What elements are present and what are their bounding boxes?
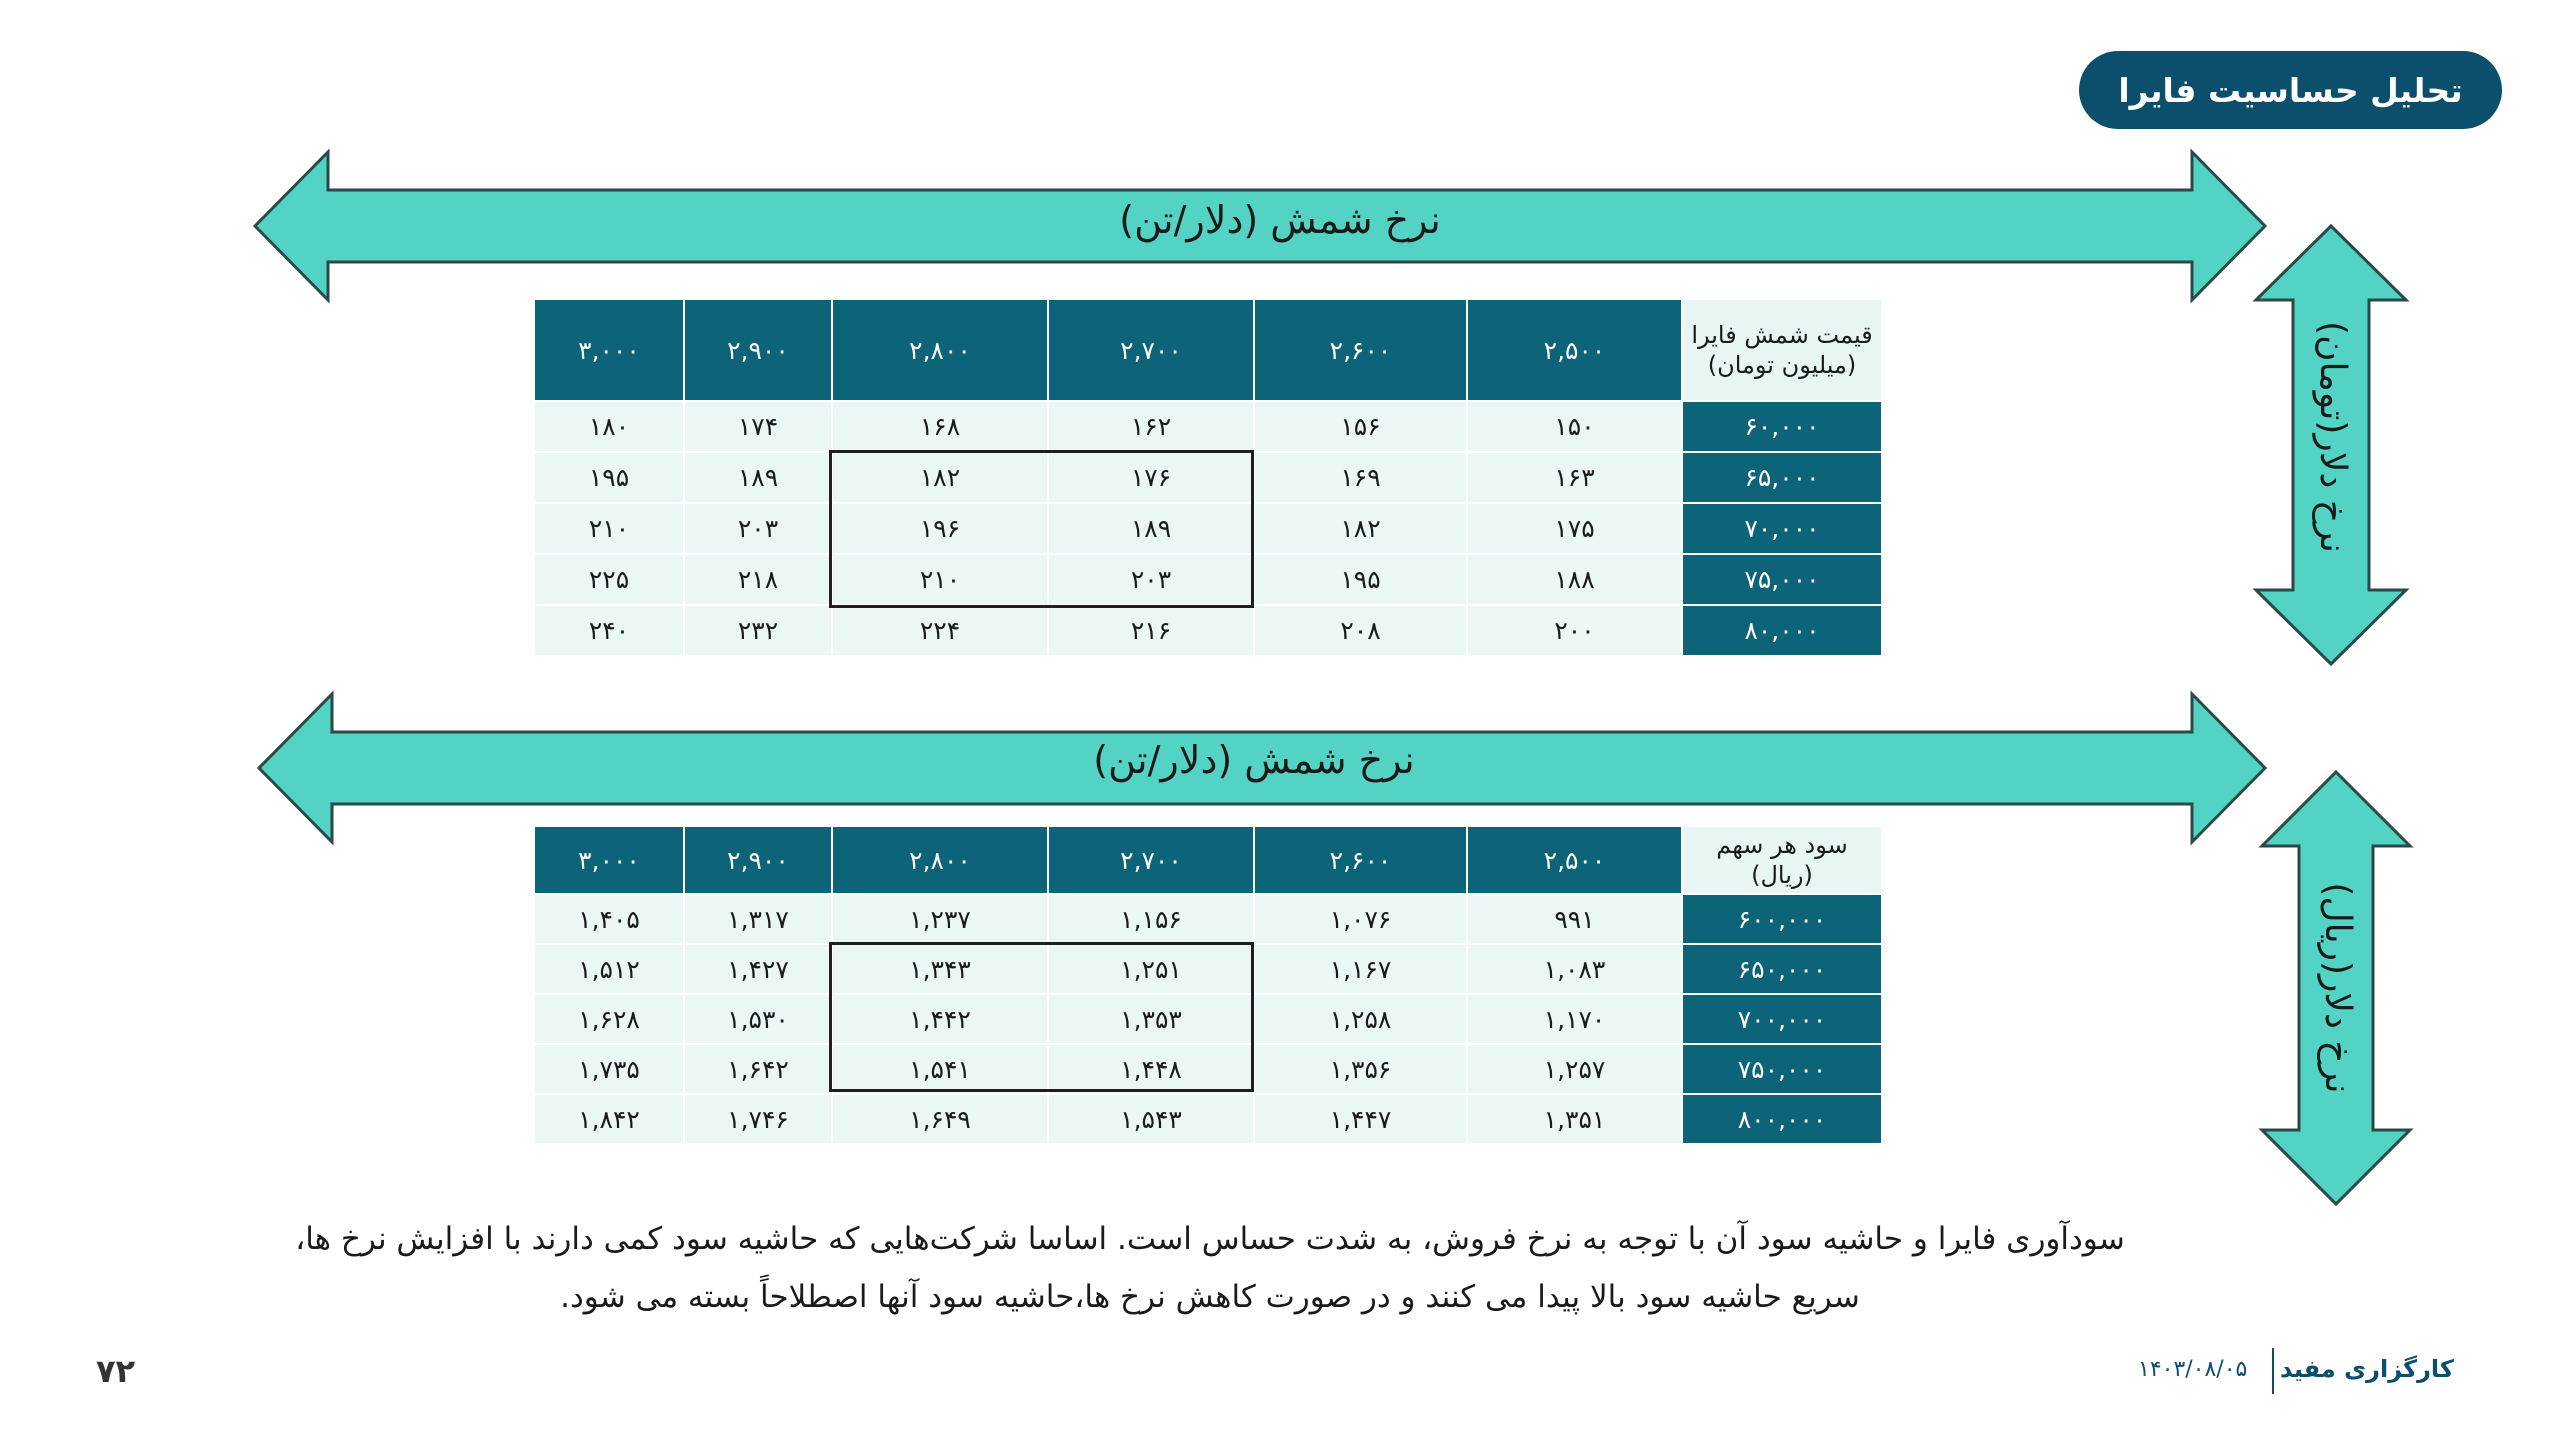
table-cell: ۱۶۳ — [1467, 452, 1682, 503]
table-cell: ۱,۴۰۵ — [534, 894, 684, 944]
table-cell: ۱,۳۵۱ — [1467, 1094, 1682, 1144]
table-cell: ۱,۳۴۳ — [832, 944, 1048, 994]
row-header: ۷۰۰,۰۰۰ — [1682, 994, 1882, 1044]
arrow-label-top: نرخ شمش (دلار/تن) — [1119, 198, 1441, 242]
table-cell: ۱۵۶ — [1254, 401, 1467, 452]
table-row — [534, 503, 1882, 554]
row-header: ۶۰,۰۰۰ — [1682, 401, 1882, 452]
table-cell: ۱,۴۲۷ — [684, 944, 832, 994]
sensitivity-table-eps — [533, 825, 1883, 1145]
table-cell: ۲۲۵ — [534, 554, 684, 605]
table-cell: ۱۹۵ — [1254, 554, 1467, 605]
row-header: ۸۰۰,۰۰۰ — [1682, 1094, 1882, 1144]
table-cell: ۲۱۶ — [1048, 605, 1254, 656]
table-cell: ۱,۳۵۶ — [1254, 1044, 1467, 1094]
table-cell: ۱۸۲ — [832, 452, 1048, 503]
table-cell: ۱,۸۴۲ — [534, 1094, 684, 1144]
table-cell: ۲۰۰ — [1467, 605, 1682, 656]
column-header: ۲,۷۰۰ — [1048, 299, 1254, 401]
row-header: ۷۵,۰۰۰ — [1682, 554, 1882, 605]
table-cell: ۱,۶۴۹ — [832, 1094, 1048, 1144]
table-cell: ۱۶۹ — [1254, 452, 1467, 503]
table-cell: ۱,۴۴۲ — [832, 994, 1048, 1044]
brand-name: کارگزاری مفید — [2280, 1355, 2454, 1383]
table-corner-header: سود هر سهم (ریال) — [1682, 826, 1882, 894]
table-cell: ۹۹۱ — [1467, 894, 1682, 944]
table-cell: ۱,۶۲۸ — [534, 994, 684, 1044]
table-cell: ۱۶۲ — [1048, 401, 1254, 452]
table-row — [534, 894, 1882, 944]
side-label-bottom: نرخ دلار(ریال) — [2317, 882, 2358, 1094]
table-cell: ۱,۷۴۶ — [684, 1094, 832, 1144]
footer-divider — [2272, 1348, 2274, 1394]
table-cell: ۱۸۸ — [1467, 554, 1682, 605]
table-cell: ۱۵۰ — [1467, 401, 1682, 452]
row-header: ۶۰۰,۰۰۰ — [1682, 894, 1882, 944]
side-label-top: نرخ دلار(تومان) — [2312, 321, 2353, 553]
table-cell: ۱,۷۳۵ — [534, 1044, 684, 1094]
table-cell: ۱۷۵ — [1467, 503, 1682, 554]
table-cell: ۲۴۰ — [534, 605, 684, 656]
column-header: ۲,۷۰۰ — [1048, 826, 1254, 894]
table-cell: ۱۹۶ — [832, 503, 1048, 554]
column-header: ۲,۶۰۰ — [1254, 826, 1467, 894]
table-cell: ۱,۲۵۸ — [1254, 994, 1467, 1044]
table-row — [534, 994, 1882, 1044]
column-header: ۲,۸۰۰ — [832, 826, 1048, 894]
column-header: ۳,۰۰۰ — [534, 299, 684, 401]
table-cell: ۱,۲۵۷ — [1467, 1044, 1682, 1094]
table-row — [534, 554, 1882, 605]
table-cell: ۱۷۶ — [1048, 452, 1254, 503]
column-header: ۲,۵۰۰ — [1467, 299, 1682, 401]
row-header: ۷۰,۰۰۰ — [1682, 503, 1882, 554]
table-cell: ۲۱۰ — [832, 554, 1048, 605]
table-row — [534, 944, 1882, 994]
column-header: ۲,۹۰۰ — [684, 299, 832, 401]
table-cell: ۲۱۸ — [684, 554, 832, 605]
table-cell: ۱,۱۶۷ — [1254, 944, 1467, 994]
table-cell: ۱,۵۴۳ — [1048, 1094, 1254, 1144]
table-cell: ۱,۲۵۱ — [1048, 944, 1254, 994]
table-cell: ۱,۴۴۸ — [1048, 1044, 1254, 1094]
sensitivity-table-price — [533, 298, 1883, 657]
table-row — [534, 1044, 1882, 1094]
table-cell: ۱۷۴ — [684, 401, 832, 452]
table-cell: ۱,۳۱۷ — [684, 894, 832, 944]
table-cell: ۱,۴۴۷ — [1254, 1094, 1467, 1144]
column-header: ۲,۹۰۰ — [684, 826, 832, 894]
arrow-label-bottom: نرخ شمش (دلار/تن) — [1093, 738, 1415, 782]
table-cell: ۱۸۹ — [1048, 503, 1254, 554]
table-cell: ۱,۶۴۲ — [684, 1044, 832, 1094]
table-cell: ۱,۰۸۳ — [1467, 944, 1682, 994]
table-cell: ۱,۱۷۰ — [1467, 994, 1682, 1044]
table-cell: ۱,۵۱۲ — [534, 944, 684, 994]
row-header: ۶۵۰,۰۰۰ — [1682, 944, 1882, 994]
row-header: ۷۵۰,۰۰۰ — [1682, 1044, 1882, 1094]
table-cell: ۱۶۸ — [832, 401, 1048, 452]
table-cell: ۲۲۴ — [832, 605, 1048, 656]
table-cell: ۲۰۳ — [684, 503, 832, 554]
column-header: ۲,۶۰۰ — [1254, 299, 1467, 401]
table-cell: ۱,۰۷۶ — [1254, 894, 1467, 944]
table-cell: ۲۰۸ — [1254, 605, 1467, 656]
analysis-note: سودآوری فایرا و حاشیه سود آن با توجه به نرخ فروش، به شدت حساس است. اساسا شرکت‌هایی که حاشیه سود کمی دارند با افزایش نرخ ها، سریع حاشیه سود بالا پیدا می کنند و در صورت کاهش نرخ ها،حاشیه سود آنها اصطلاحاً بسته می شود. — [295, 1221, 2125, 1315]
table-corner-header: قیمت شمش فایرا (میلیون تومان) — [1682, 299, 1882, 401]
page-number: ۷۲ — [96, 1352, 136, 1390]
table-cell: ۲۰۳ — [1048, 554, 1254, 605]
table-cell: ۱,۵۳۰ — [684, 994, 832, 1044]
column-header: ۲,۵۰۰ — [1467, 826, 1682, 894]
table-cell: ۲۳۲ — [684, 605, 832, 656]
table-row — [534, 401, 1882, 452]
table-row — [534, 452, 1882, 503]
table-row — [534, 605, 1882, 656]
page-title: تحلیل حساسیت فایرا — [2079, 51, 2502, 129]
column-header: ۳,۰۰۰ — [534, 826, 684, 894]
row-header: ۶۵,۰۰۰ — [1682, 452, 1882, 503]
table-cell: ۱۸۹ — [684, 452, 832, 503]
table-cell: ۱,۳۵۳ — [1048, 994, 1254, 1044]
table-cell: ۱۹۵ — [534, 452, 684, 503]
row-header: ۸۰,۰۰۰ — [1682, 605, 1882, 656]
table-cell: ۱,۵۴۱ — [832, 1044, 1048, 1094]
table-cell: ۱,۱۵۶ — [1048, 894, 1254, 944]
column-header: ۲,۸۰۰ — [832, 299, 1048, 401]
table-cell: ۲۱۰ — [534, 503, 684, 554]
table-cell: ۱۸۰ — [534, 401, 684, 452]
table-cell: ۱,۲۳۷ — [832, 894, 1048, 944]
footer-date: ۱۴۰۳/۰۸/۰۵ — [2138, 1357, 2248, 1382]
table-row — [534, 1094, 1882, 1144]
table-cell: ۱۸۲ — [1254, 503, 1467, 554]
